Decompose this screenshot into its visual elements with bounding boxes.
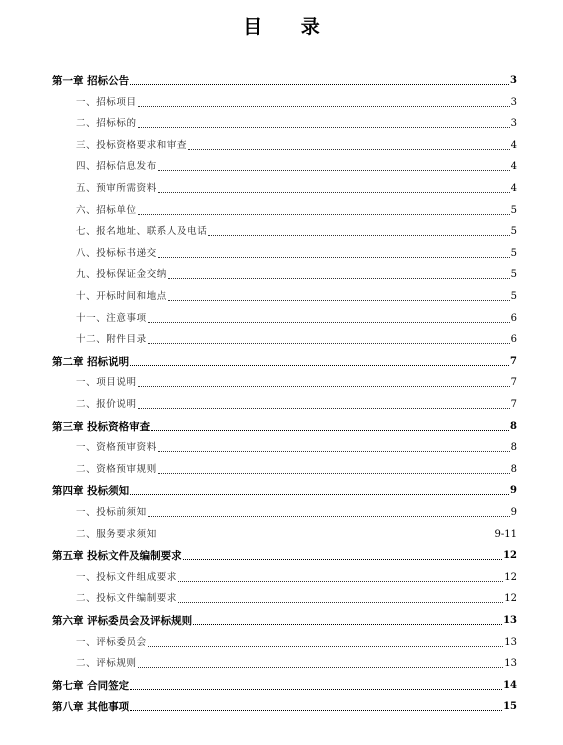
page-title: 目 录 <box>243 16 336 38</box>
toc-entry-title: 七、报名地址、联系人及电话 <box>76 226 208 238</box>
toc-section-entry[interactable] <box>76 396 517 412</box>
toc-entry-title: 二、投标文件编制要求 <box>76 593 178 605</box>
toc-section-entry[interactable] <box>76 461 517 477</box>
toc-entry-title: 一、资格预审资料 <box>76 442 157 454</box>
toc-entry-title: 一、投标前须知 <box>76 507 147 518</box>
toc-entry-title: 第二章 招标说明 <box>52 355 130 368</box>
toc-chapter-entry[interactable] <box>52 677 517 693</box>
dot-leader <box>168 278 510 279</box>
dot-leader <box>158 257 510 258</box>
toc-page-number: 7 <box>510 399 517 410</box>
toc-chapter-entry[interactable] <box>52 612 517 628</box>
dot-leader <box>138 408 510 409</box>
toc-section-entry[interactable] <box>76 310 517 326</box>
toc-page-number: 8 <box>510 442 517 454</box>
toc-entry-title: 第八章 其他事项 <box>52 701 130 714</box>
toc-page-number: 5 <box>510 226 517 238</box>
toc-page-number: 13 <box>504 658 517 670</box>
toc-page-number: 9 <box>510 507 517 518</box>
toc-section-entry[interactable] <box>76 115 517 131</box>
toc-section-entry[interactable] <box>76 634 517 650</box>
toc-entry-title: 二、评标规则 <box>76 658 137 670</box>
toc-entry-title: 第七章 合同签定 <box>52 679 130 692</box>
dot-leader <box>138 386 510 387</box>
dot-leader <box>148 322 510 323</box>
dot-leader <box>158 473 510 474</box>
toc-page-number: 6 <box>510 312 517 324</box>
toc-page-number: 12 <box>504 571 517 583</box>
toc-page-number: 15 <box>503 701 517 713</box>
toc-section-entry[interactable] <box>76 439 517 455</box>
dot-leader <box>138 106 510 107</box>
toc-entry-title: 一、评标委员会 <box>76 636 147 648</box>
toc-page-number: 4 <box>510 183 517 194</box>
toc-page-number: 5 <box>510 291 517 302</box>
dot-leader <box>138 667 504 668</box>
toc-entry-title: 十、开标时间和地点 <box>76 291 167 302</box>
dot-leader <box>148 646 504 647</box>
toc-chapter-entry[interactable] <box>52 698 517 714</box>
dot-leader <box>138 127 510 128</box>
toc-page-number: 6 <box>510 334 517 346</box>
toc-section-entry[interactable] <box>76 374 517 390</box>
toc-chapter-entry[interactable] <box>52 72 517 88</box>
dot-leader <box>178 581 503 582</box>
toc-page-number: 13 <box>503 615 517 626</box>
toc-entry-title: 第三章 投标资格审查 <box>52 420 151 433</box>
toc-entry-title: 第四章 投标须知 <box>52 485 130 498</box>
toc-page-number: 4 <box>510 139 517 151</box>
toc-entry-title: 第五章 投标文件及编制要求 <box>52 550 182 563</box>
dot-leader <box>188 149 510 150</box>
toc-entry-title: 第一章 招标公告 <box>52 75 130 87</box>
toc-page-number: 8 <box>510 463 517 475</box>
toc-page-number: 12 <box>503 550 517 562</box>
toc-entry-title: 三、投标资格要求和审查 <box>76 139 188 151</box>
toc-section-entry[interactable] <box>76 526 517 542</box>
toc-page-number: 9 <box>510 485 517 497</box>
toc-page-number: 5 <box>510 269 517 281</box>
toc-entry-title: 九、投标保证金交纳 <box>76 269 167 281</box>
dot-leader <box>130 365 509 366</box>
toc-entry-title: 一、招标项目 <box>76 96 137 108</box>
toc-section-entry[interactable] <box>76 94 517 110</box>
toc-section-entry[interactable] <box>76 590 517 606</box>
dot-leader <box>130 710 502 711</box>
toc-section-entry[interactable] <box>76 180 517 196</box>
toc-entry-title: 十一、注意事项 <box>76 312 147 324</box>
toc-entry-title: 四、招标信息发布 <box>76 161 157 173</box>
toc-entry-title: 第六章 评标委员会及评标规则 <box>52 615 193 627</box>
toc-entry-title: 二、服务要求须知 <box>76 528 157 540</box>
toc-page-number: 7 <box>510 377 517 389</box>
toc-section-entry[interactable] <box>76 288 517 304</box>
toc-page-number: 9-11 <box>494 528 517 540</box>
toc-chapter-entry[interactable] <box>52 482 517 498</box>
toc-page-number: 7 <box>510 355 517 367</box>
toc-section-entry[interactable] <box>76 266 517 282</box>
toc-section-entry[interactable] <box>76 245 517 261</box>
dot-leader <box>130 494 509 495</box>
toc-page-number: 12 <box>504 593 517 605</box>
toc-page-number: 5 <box>510 204 517 216</box>
toc-entry-title: 八、投标标书递交 <box>76 247 157 259</box>
toc-page-number: 8 <box>510 420 517 432</box>
dot-leader <box>168 300 510 301</box>
toc-section-entry[interactable] <box>76 202 517 218</box>
toc-page-number: 3 <box>510 118 517 130</box>
toc-page-number: 3 <box>510 75 517 86</box>
toc-entry-title: 十二、附件目录 <box>76 334 147 346</box>
dot-leader <box>208 235 509 236</box>
dot-leader <box>178 602 503 603</box>
toc-section-entry[interactable] <box>76 655 517 671</box>
toc-page-number: 14 <box>503 679 517 691</box>
toc-section-entry[interactable] <box>76 569 517 585</box>
toc-entry-title: 一、投标文件组成要求 <box>76 571 178 583</box>
dot-leader <box>130 84 509 85</box>
toc-entry-title: 二、招标标的 <box>76 118 137 130</box>
toc-section-entry[interactable] <box>76 137 517 153</box>
toc-entry-title: 六、招标单位 <box>76 204 137 216</box>
dot-leader <box>193 624 502 625</box>
dot-leader <box>158 451 510 452</box>
toc-page-number: 3 <box>510 96 517 108</box>
toc-entry-title: 二、资格预审规则 <box>76 463 157 475</box>
toc-section-entry[interactable] <box>76 504 517 520</box>
toc-entry-title: 五、预审所需资料 <box>76 183 157 194</box>
dot-leader <box>148 516 510 517</box>
dot-leader <box>158 170 510 171</box>
toc-page-number: 4 <box>510 161 517 173</box>
dot-leader <box>148 343 510 344</box>
dot-leader <box>158 192 510 193</box>
dot-leader <box>130 689 502 690</box>
toc-page-number: 5 <box>510 247 517 259</box>
toc-section-entry[interactable] <box>76 223 517 239</box>
toc-entry-title: 二、报价说明 <box>76 399 137 410</box>
toc-chapter-entry[interactable] <box>52 547 517 563</box>
toc-section-entry[interactable] <box>76 158 517 174</box>
dot-leader <box>138 214 510 215</box>
dot-leader <box>151 430 509 431</box>
toc-section-entry[interactable] <box>76 331 517 347</box>
toc-chapter-entry[interactable] <box>52 418 517 434</box>
toc-page-number: 13 <box>504 636 517 648</box>
toc-entry-title: 一、项目说明 <box>76 377 137 389</box>
toc-chapter-entry[interactable] <box>52 353 517 369</box>
dot-leader <box>183 559 502 560</box>
